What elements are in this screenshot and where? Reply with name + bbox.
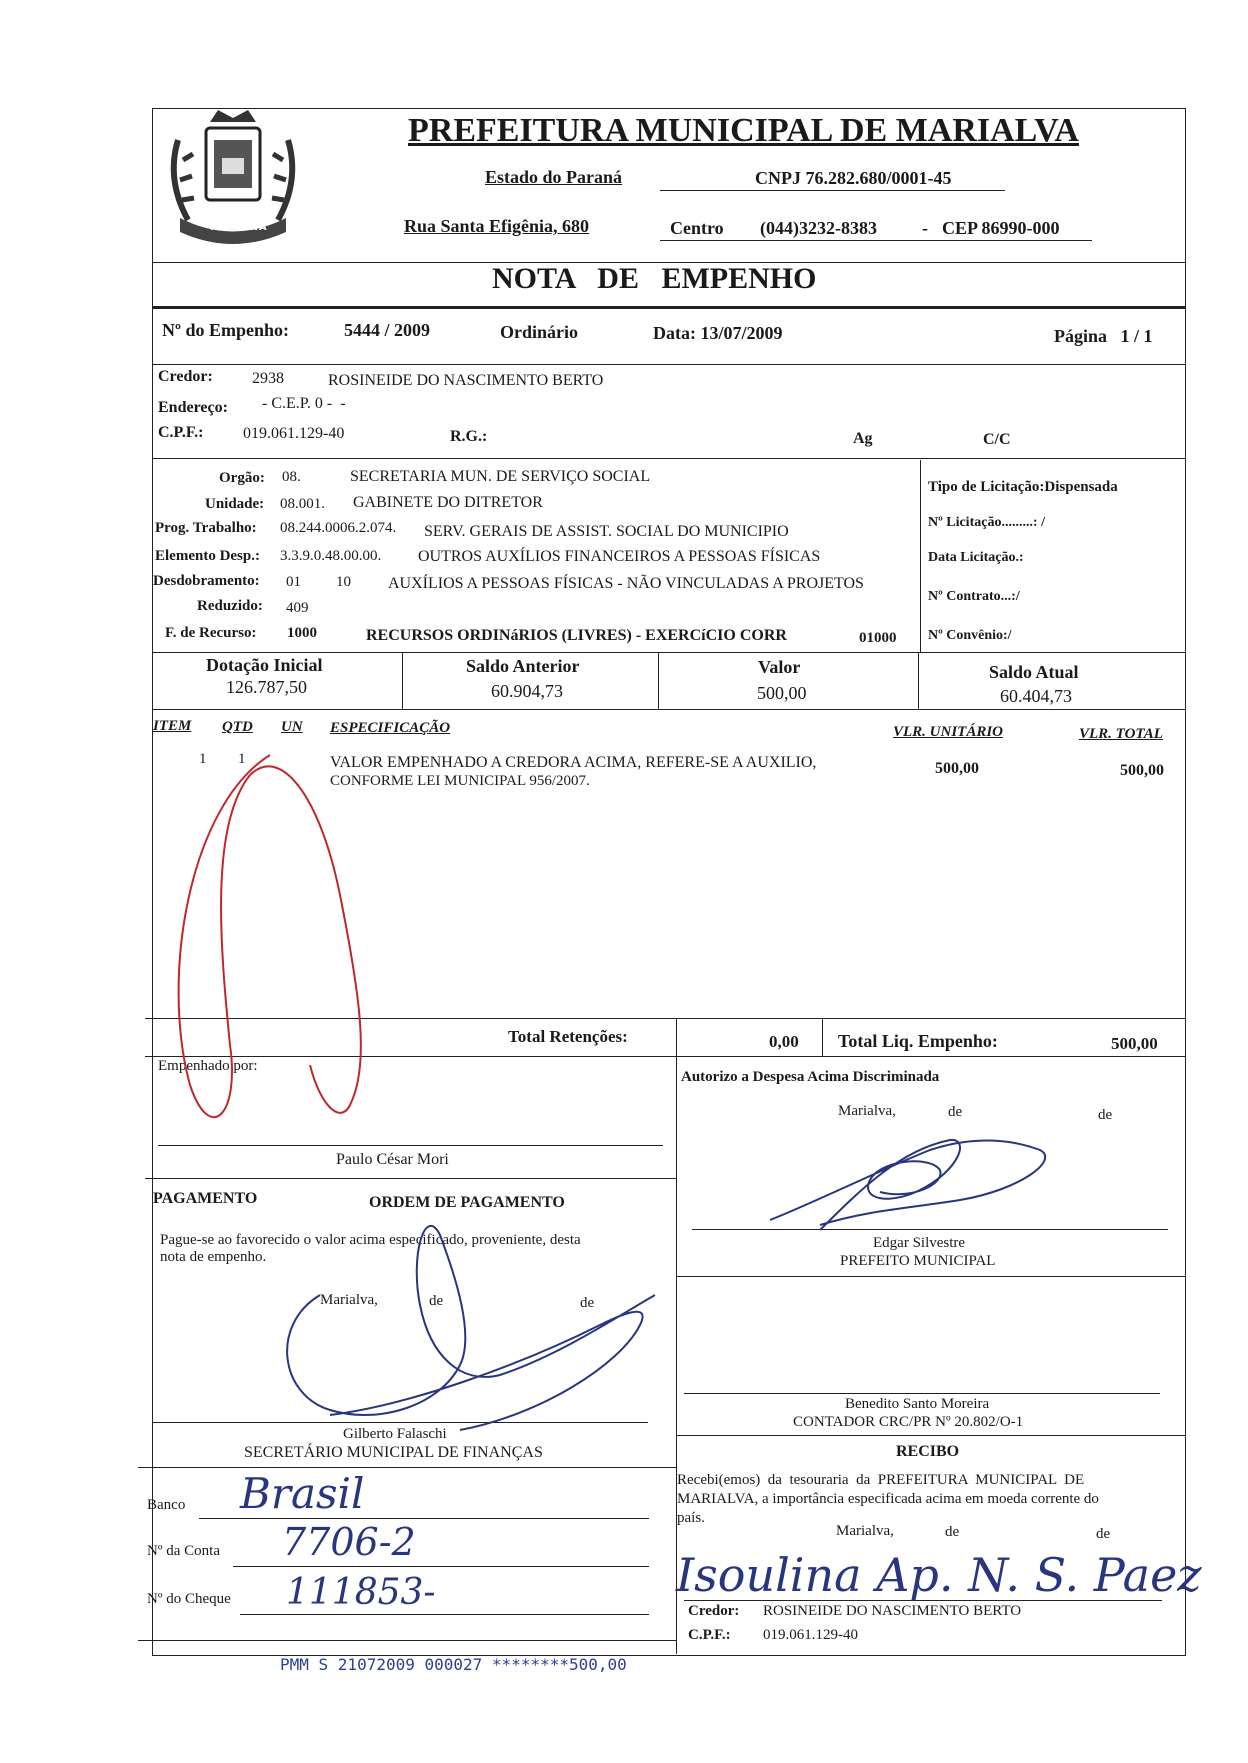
header-dash: - [922, 218, 928, 238]
empenho-date: Data: 13/07/2009 [653, 323, 783, 343]
row-total-value: 500,00 [1120, 762, 1164, 779]
saldo-anterior-label: Saldo Anterior [466, 656, 580, 676]
conta-line [233, 1566, 649, 1567]
dotacao-value: 126.787,50 [226, 677, 307, 697]
classification-divider [152, 652, 1186, 653]
address-underline [660, 240, 1092, 241]
recibo-signature: Isoulina Ap. N. S. Paez [676, 1548, 1202, 1602]
row-spec-line-2: CONFORME LEI MUNICIPAL 956/2007. [330, 773, 590, 789]
pagamento-text-line-1: Pague-se ao favorecido o valor acima especificado, proveniente, desta [160, 1232, 581, 1248]
col-header-spec: ESPECIFICAÇÃO [330, 720, 451, 736]
contador-signer: Benedito Santo Moreira [845, 1396, 990, 1412]
credor-divider [152, 458, 1186, 459]
desdobramento-code-2: 10 [336, 574, 351, 590]
empenho-type: Ordinário [500, 322, 579, 342]
recibo-credor-name: ROSINEIDE DO NASCIMENTO BERTO [763, 1603, 1022, 1619]
empenho-divider [152, 364, 1186, 365]
autorizo-city: Marialva, [838, 1103, 896, 1119]
contador-role: CONTADOR CRC/PR Nº 20.802/O-1 [793, 1414, 1024, 1430]
recurso-name: RECURSOS ORDINáRIOS (LIVRES) - EXERCíCIO CORR [366, 627, 787, 644]
prog-code: 08.244.0006.2.074. [280, 520, 397, 536]
recurso-code-2: 01000 [859, 630, 897, 646]
pagamento-divider [138, 1467, 677, 1468]
row-item: 1 [199, 751, 207, 767]
retencoes-value: 0,00 [769, 1032, 799, 1051]
credor-cpf: 019.061.129-40 [243, 425, 345, 442]
recibo-text-line-1: Recebi(emos) da tesouraria da PREFEITURA MUNICIPAL DE [677, 1472, 1085, 1488]
pagamento-de-2: de [580, 1295, 595, 1311]
empenhado-signer: Paulo César Mori [336, 1151, 449, 1168]
reduzido-label: Reduzido: [197, 598, 263, 614]
balances-divider [152, 709, 1186, 710]
recibo-text-line-2: MARIALVA, a importância especificada acima em moeda corrente do [677, 1491, 1099, 1507]
pagamento-signature-line [152, 1422, 648, 1423]
valor-value: 500,00 [757, 683, 807, 703]
orgao-label: Orgão: [219, 470, 265, 486]
recibo-text-line-3: país. [677, 1510, 705, 1526]
totals-divider-1 [676, 1018, 677, 1056]
balance-divider-3 [918, 652, 919, 709]
account-label: C/C [983, 431, 1011, 448]
municipality-title: PREFEITURA MUNICIPAL DE MARIALVA [408, 112, 1079, 149]
municipal-crest [158, 100, 308, 250]
credor-name: ROSINEIDE DO NASCIMENTO BERTO [328, 372, 604, 389]
recibo-label: RECIBO [896, 1443, 960, 1460]
balance-divider-2 [658, 652, 659, 709]
elemento-label: Elemento Desp.: [155, 548, 260, 564]
rg-label: R.G.: [450, 428, 488, 445]
orgao-code: 08. [282, 469, 301, 485]
licitacao-date: Data Licitação.: [928, 550, 1024, 565]
totals-divider [145, 1056, 1186, 1057]
licitacao-number: Nº Licitação.........: / [928, 515, 1045, 530]
col-header-item: ITEM [153, 718, 192, 734]
cnpj-label: CNPJ 76.282.680/0001-45 [755, 168, 952, 188]
elemento-code: 3.3.9.0.48.00.00. [280, 548, 382, 564]
valor-label: Valor [758, 657, 801, 677]
pagamento-text-line-2: nota de empenho. [160, 1249, 267, 1265]
saldo-atual-value: 60.404,73 [1000, 686, 1072, 706]
row-qtd: 1 [238, 751, 246, 767]
items-bottom-divider [145, 1018, 1186, 1019]
ordem-label: ORDEM DE PAGAMENTO [369, 1194, 565, 1211]
credor-address: - C.E.P. 0 - - [262, 395, 346, 412]
cpf-label: C.P.F.: [158, 424, 204, 441]
empenho-number: 5444 / 2009 [344, 320, 431, 340]
desdobramento-name: AUXÍLIOS A PESSOAS FÍSICAS - NÃO VINCULADAS A PROJETOS [388, 575, 864, 592]
autorizo-signer: Edgar Silvestre [873, 1235, 966, 1251]
recibo-cpf-label: C.P.F.: [688, 1627, 731, 1643]
district-label: Centro [670, 218, 724, 238]
credor-code: 2938 [252, 370, 284, 387]
cheque-line [240, 1614, 649, 1615]
pagamento-city: Marialva, [320, 1292, 378, 1308]
banco-label: Banco [147, 1497, 186, 1513]
autorizo-de-2: de [1098, 1107, 1113, 1123]
row-spec-line-1: VALOR EMPENHADO A CREDORA ACIMA, REFERE-SE A AUXILIO, [330, 754, 817, 771]
conta-label: Nº da Conta [147, 1543, 220, 1559]
recibo-de-2: de [1096, 1526, 1111, 1542]
saldo-anterior-value: 60.904,73 [491, 681, 563, 701]
unidade-name: GABINETE DO DITRETOR [353, 494, 543, 511]
desdobramento-code-1: 01 [286, 574, 301, 590]
reduzido-value: 409 [286, 600, 309, 616]
autorizo-label: Autorizo a Despesa Acima Discriminada [681, 1069, 940, 1085]
recibo-city: Marialva, [836, 1523, 894, 1539]
autorizo-divider [676, 1276, 1186, 1277]
liq-empenho-value: 500,00 [1111, 1034, 1158, 1053]
autorizo-de-1: de [948, 1104, 963, 1120]
recurso-code: 1000 [287, 625, 317, 641]
licitacao-type: Tipo de Licitação:Dispensada [928, 479, 1118, 495]
crest-text: MARIALVA [210, 222, 267, 233]
col-header-un: UN [281, 719, 303, 735]
orgao-name: SECRETARIA MUN. DE SERVIÇO SOCIAL [350, 468, 651, 485]
contador-divider [676, 1435, 1186, 1436]
totals-divider-2 [822, 1018, 823, 1056]
recibo-credor-label: Credor: [688, 1603, 740, 1619]
cep-label: CEP 86990-000 [942, 218, 1060, 238]
pagamento-label: PAGAMENTO [153, 1190, 258, 1207]
retencoes-label: Total Retenções: [508, 1027, 628, 1046]
document-title: NOTA DE EMPENHO [492, 262, 817, 295]
licitacao-divider [920, 460, 921, 652]
desdobramento-label: Desdobramento: [153, 573, 260, 589]
col-header-qtd: QTD [222, 719, 253, 735]
autorizo-signature-line [692, 1229, 1168, 1230]
state-label: Estado do Paraná [485, 167, 623, 187]
autorizo-role: PREFEITO MUNICIPAL [840, 1253, 996, 1269]
empenho-number-label: Nº do Empenho: [162, 320, 289, 340]
address-label: Endereço: [158, 399, 228, 416]
prog-label: Prog. Trabalho: [155, 520, 257, 536]
empenhado-divider [145, 1178, 677, 1179]
cheque-value: 111853- [286, 1572, 436, 1613]
pagamento-role: SECRETÁRIO MUNICIPAL DE FINANÇAS [244, 1444, 543, 1461]
unidade-label: Unidade: [205, 496, 265, 512]
page-number: Página 1 / 1 [1054, 326, 1153, 346]
banco-value: Brasil [240, 1469, 365, 1518]
elemento-name: OUTROS AUXÍLIOS FINANCEIROS A PESSOAS FÍSICAS [418, 548, 821, 565]
conta-value: 7706-2 [282, 1520, 416, 1564]
dotacao-label: Dotação Inicial [206, 655, 323, 675]
recibo-de-1: de [945, 1524, 960, 1540]
phone-label: (044)3232-8383 [760, 218, 877, 238]
convenio-number: Nº Convênio:/ [928, 628, 1012, 643]
row-unit-value: 500,00 [935, 760, 979, 777]
title-divider [152, 306, 1186, 309]
col-header-unit-value: VLR. UNITÁRIO [893, 724, 1004, 740]
balance-divider-1 [402, 652, 403, 709]
payment-stamp: PMM S 21072009 000027 ********500,00 [280, 1655, 627, 1674]
unidade-code: 08.001. [280, 496, 325, 512]
recurso-label: F. de Recurso: [165, 625, 257, 641]
cnpj-underline [660, 190, 1005, 191]
col-header-total-value: VLR. TOTAL [1079, 726, 1163, 742]
saldo-atual-label: Saldo Atual [989, 662, 1079, 682]
form-bottom-line [138, 1640, 676, 1641]
empenhado-signature-line [158, 1145, 663, 1146]
banco-line [199, 1518, 649, 1519]
agency-label: Ag [853, 430, 873, 447]
liq-empenho-label: Total Liq. Empenho: [838, 1031, 998, 1051]
contador-signature-line [684, 1393, 1160, 1394]
recibo-cpf: 019.061.129-40 [763, 1627, 858, 1643]
prog-name: SERV. GERAIS DE ASSIST. SOCIAL DO MUNICIPIO [424, 523, 789, 540]
street-address: Rua Santa Efigênia, 680 [404, 216, 590, 236]
contract-number: Nº Contrato...:/ [928, 589, 1020, 604]
credor-label: Credor: [158, 368, 213, 385]
cheque-label: Nº do Cheque [147, 1591, 231, 1607]
pagamento-signer: Gilberto Falaschi [343, 1426, 447, 1442]
empenhado-label: Empenhado por: [158, 1058, 258, 1074]
pagamento-de-1: de [429, 1293, 444, 1309]
